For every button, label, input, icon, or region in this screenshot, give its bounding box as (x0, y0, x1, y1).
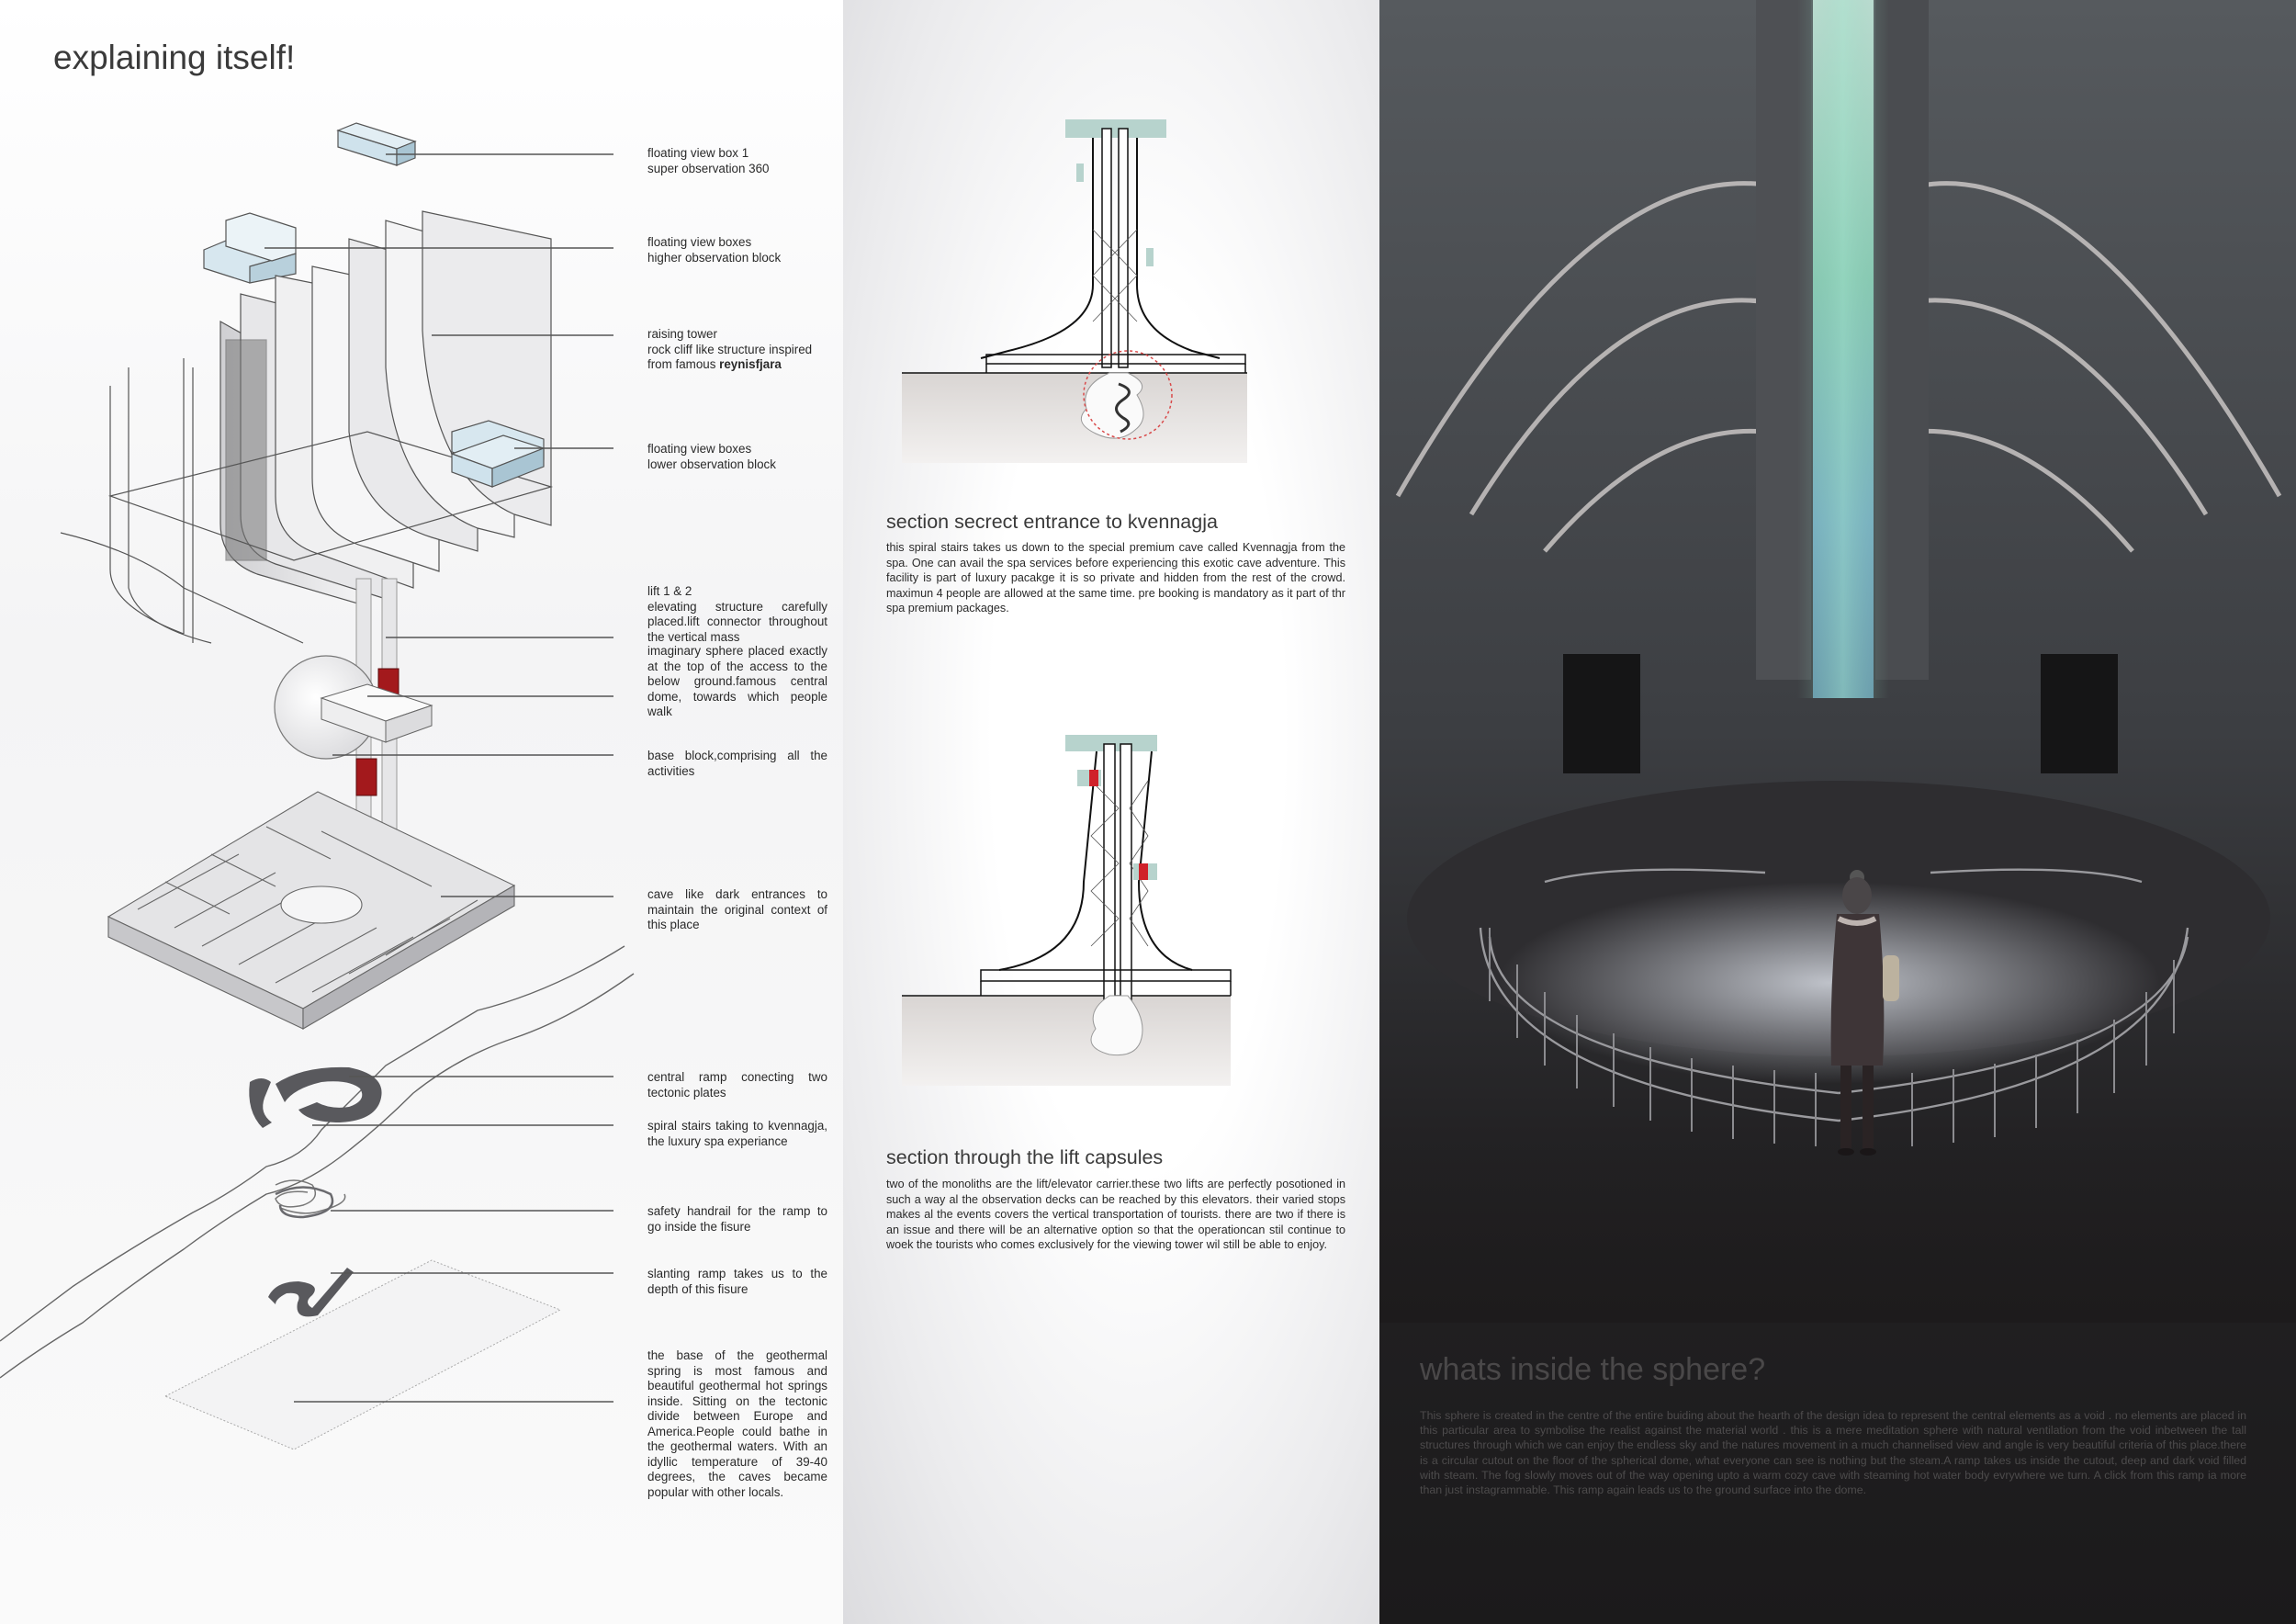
left-panel (0, 0, 843, 1624)
imaginary-sphere (275, 656, 432, 759)
section-secret-entrance-drawing (843, 92, 1379, 570)
label-floating-view-boxes-higher: floating view boxes higher observation block (647, 235, 782, 265)
label-geothermal-base: the base of the geothermal spring is most famous and beautiful geothermal hot springs inside. Sitting on the tectonic divide between Europe and America.People could bathe in the geothermal waters. With an idyllic temperature of 39-40 degrees, the caves became popular with other locals. (647, 1348, 827, 1499)
panel-title: explaining itself! (53, 39, 296, 76)
label-slanting-ramp: slanting ramp takes us to the depth of this fisure (647, 1267, 827, 1296)
label-floating-view-boxes-lower: floating view boxes lower observation block (647, 442, 776, 471)
label-central-ramp: central ramp conecting two tectonic plates (647, 1070, 827, 1100)
section-2-title: section through the lift capsules (886, 1146, 1164, 1168)
label-safety-handrail: safety handrail for the ramp to go inside the fisure (647, 1204, 827, 1234)
middle-panel (843, 0, 1379, 1624)
label-lifts: lift 1 & 2 elevating structure carefully placed.lift connector throughout the vertical mass (647, 584, 827, 644)
label-floating-view-box-1: floating view box 1 super observation 360 (647, 146, 770, 175)
section-1-title: section secrect entrance to kvennagja (886, 511, 1218, 533)
label-base-block: base block,comprising all the activities (647, 749, 827, 778)
label-cave-entrances: cave like dark entrances to maintain the original context of this place (647, 887, 827, 931)
label-raising-tower: raising tower rock cliff like structure inspired from famous reynisfjara (647, 327, 813, 371)
geothermal-base (165, 1260, 560, 1449)
label-imaginary-sphere: imaginary sphere placed exactly at the top of the access to the below ground.famous central dome, towards which people walk (647, 644, 827, 718)
label-spiral-stairs: spiral stairs taking to kvennagja, the luxury spa experiance (647, 1119, 827, 1148)
section-lift-capsules-drawing (843, 726, 1379, 1111)
section-2-text: two of the monoliths are the lift/elevator carrier.these two lifts are perfectly posotioned in such a way al the observation decks can be reached by this elevators. their varied stops makes al the events covers the vertical transportation of tourists. there are two if there is an issue and there will be an alternative option so that the operationcan stil continue to woek the tourists who comes exclusively for the viewing tower wil still be able to enjoy. (886, 1178, 1345, 1252)
sphere-description: This sphere is created in the centre of the entire buiding about the hearth of the design idea to represent the central elements as a void . no elements are placed in this particular area to symbolise the realist against the material world . this is a mere meditation sphere with natural ventilation from the void inbetween the tall structures through which we can enjoy the endless sky and the natures movement in a much channelised view and angle is very beautiful criteria of this place.there is a circular cutout on the floor of the spherical dome, what everyone can see is nothing but the steam.A ramp takes us inside the cutout, deep and dark void filled with steam. The fog slowly moves out of the way opening upto a warm cozy cave with steaming hot water body evrywhere we turn. A click from this ramp ia more than just instagrammable. This ramp again leads us to the ground surface into the dome. (1420, 1409, 2246, 1497)
section-1-text: this spiral stairs takes us down to the special premium cave called Kvennagja from the spa. One can avail the spa services before experiencing this exotic cave adventure. This facility is part of luxury pacakge it is so private and hidden from the rest of the crowd. maximun 4 people are allowed at the same time. pre booking is mandatory as it part of thr spa premium packages. (886, 541, 1345, 615)
floating-view-box-1 (338, 123, 415, 165)
base-block (108, 792, 514, 1029)
sphere-title: whats inside the sphere? (1420, 1352, 1766, 1387)
spiral-stairs (276, 1180, 345, 1213)
